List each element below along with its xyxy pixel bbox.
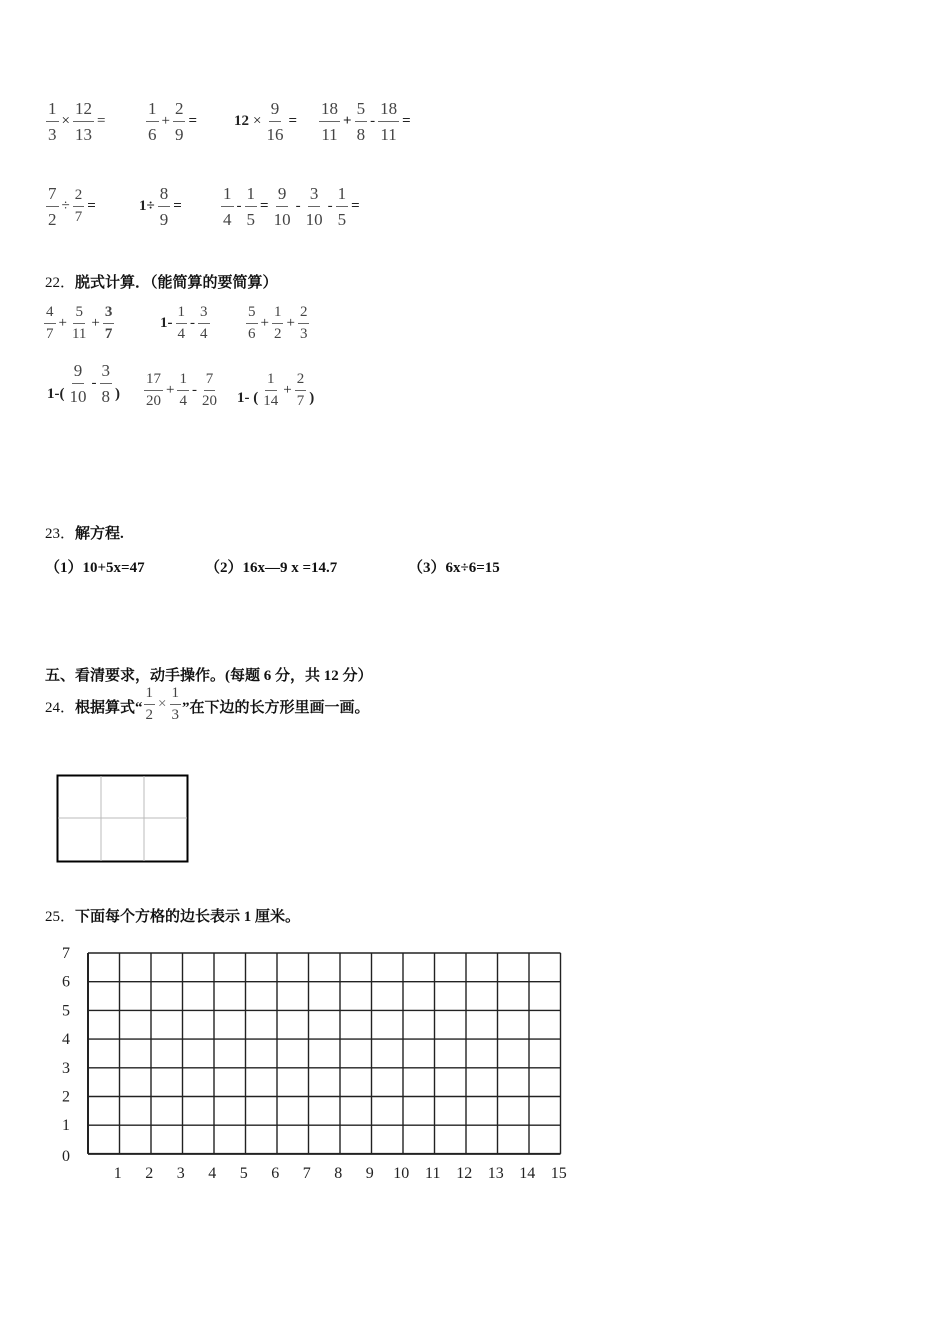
numerator: 1	[265, 372, 277, 391]
denominator: 20	[146, 393, 161, 409]
numerator: 5	[355, 100, 368, 122]
x-axis-label: 4	[208, 1164, 217, 1182]
y-axis-label: 0	[62, 1147, 70, 1165]
paren: )	[115, 386, 120, 402]
equals: =	[351, 198, 360, 214]
integer: 1-(	[47, 386, 65, 402]
integer: 1-	[160, 315, 173, 331]
denominator: 10	[69, 387, 87, 406]
operator: +	[343, 113, 352, 129]
denominator: 11	[380, 125, 397, 144]
denominator: 2	[145, 707, 154, 723]
numerator: 1	[245, 185, 258, 207]
numerator: 8	[158, 185, 171, 207]
q25-title	[45, 905, 300, 926]
operator: +	[161, 113, 170, 129]
operator: +	[260, 315, 269, 331]
y-axis-label: 3	[62, 1059, 70, 1077]
denominator: 10	[305, 210, 323, 229]
denominator: 5	[337, 210, 347, 229]
numerator: 1	[46, 100, 59, 122]
numerator: 2	[173, 100, 186, 122]
x-axis-label: 15	[550, 1164, 567, 1182]
q22-expr-1	[43, 305, 115, 342]
operator: ÷	[61, 198, 70, 214]
operator: +	[286, 315, 295, 331]
numerator: 1	[176, 305, 188, 324]
operator: +	[166, 382, 175, 398]
operator: ×	[158, 696, 167, 712]
equals: =	[173, 198, 182, 214]
denominator: 2	[48, 210, 57, 229]
denominator: 7	[104, 326, 113, 342]
denominator: 9	[159, 210, 169, 229]
equals: =	[288, 113, 298, 129]
denominator: 3	[48, 125, 57, 144]
q21-expr-7	[220, 185, 362, 228]
operator: -	[236, 198, 242, 214]
numerator: 5	[73, 305, 85, 324]
y-axis-label: 7	[62, 945, 70, 962]
numerator: 18	[378, 100, 399, 122]
numerator: 1	[336, 185, 349, 207]
denominator: 6	[248, 326, 256, 342]
q22-expr-2	[158, 305, 211, 342]
denominator: 10	[273, 210, 291, 229]
denominator: 20	[201, 393, 217, 409]
denominator: 9	[174, 125, 184, 144]
operator: +	[58, 315, 67, 331]
equals: =	[402, 113, 411, 129]
numerator: 9	[276, 185, 289, 207]
q21-expr-2	[145, 100, 199, 143]
integer-divide: 1÷	[139, 198, 155, 214]
question-text: 脱式计算．（能简算的要简算）	[75, 275, 278, 291]
question-text: 解方程.	[75, 526, 124, 542]
y-axis-label: 5	[62, 1002, 70, 1020]
numerator: 18	[319, 100, 340, 122]
q22-expr-6	[235, 372, 316, 409]
x-axis-label: 3	[176, 1164, 185, 1182]
denominator: 3	[299, 326, 308, 342]
q22-expr-3	[245, 305, 310, 342]
numerator: 7	[46, 185, 59, 207]
equation-1: （1）10+5x=47	[45, 560, 145, 576]
denominator: 8	[356, 125, 366, 144]
x-axis-label: 2	[145, 1164, 154, 1182]
operator: -	[327, 198, 333, 214]
numerator: 3	[103, 305, 115, 324]
q21-expr-3	[232, 100, 299, 143]
x-axis-label: 7	[302, 1164, 311, 1182]
denominator: 14	[263, 393, 279, 409]
q22-expr-5	[143, 372, 220, 409]
question-number: 22．	[45, 275, 76, 291]
denominator: 7	[46, 326, 54, 342]
x-axis-label: 1	[113, 1164, 122, 1182]
operator: -	[370, 113, 376, 129]
numerator: 1	[144, 686, 156, 705]
numerator: 1	[221, 185, 234, 207]
integer: 1- (	[237, 390, 259, 406]
denominator: 11	[71, 326, 87, 342]
x-axis-label: 13	[487, 1164, 504, 1182]
q21-expr-1	[45, 100, 107, 143]
numerator: 1	[146, 100, 159, 122]
operator: -	[91, 375, 97, 391]
paren: )	[309, 390, 315, 406]
section-5-title: 五、看清要求，动手操作。(每题 6 分，共 12 分）	[45, 668, 373, 684]
y-axis-label: 2	[62, 1088, 70, 1106]
q21-expr-4	[318, 100, 413, 143]
operator: +	[283, 382, 292, 398]
numerator: 2	[73, 188, 85, 207]
y-axis-label: 1	[62, 1117, 70, 1135]
y-axis-label: 6	[62, 973, 70, 991]
equation-3: （3）6x÷6=15	[408, 560, 500, 576]
q23-title	[45, 522, 124, 543]
numerator: 17	[144, 372, 163, 391]
q22-expr-4	[45, 362, 122, 405]
denominator: 8	[101, 387, 110, 406]
numerator: 2	[295, 372, 307, 391]
numerator: 3	[198, 305, 210, 324]
x-axis-label: 9	[365, 1164, 374, 1182]
q24-title	[45, 685, 370, 723]
denominator: 4	[200, 326, 208, 342]
numerator: 1	[177, 372, 189, 391]
operator: -	[295, 198, 301, 214]
denominator: 11	[321, 125, 338, 144]
denominator: 6	[148, 125, 157, 144]
denominator: 4	[177, 326, 185, 342]
denominator: 4	[179, 393, 187, 409]
numerator: 9	[269, 100, 282, 122]
numerator: 7	[204, 372, 216, 391]
numerator: 9	[72, 362, 85, 384]
operator: -	[190, 315, 195, 331]
numerator: 4	[44, 305, 56, 324]
denominator: 13	[74, 125, 92, 144]
question-text: ”在下边的长方形里画一画。	[182, 700, 370, 716]
equals: =	[260, 198, 269, 214]
q21-expr-5	[45, 185, 98, 228]
denominator: 16	[266, 125, 284, 144]
question-number: 23．	[45, 526, 76, 542]
question-number: 24．	[45, 700, 76, 716]
y-axis-label: 4	[62, 1031, 70, 1049]
equals: =	[188, 113, 198, 129]
operator: ×	[253, 113, 262, 129]
x-axis-label: 12	[456, 1164, 473, 1182]
x-axis-label: 11	[425, 1164, 441, 1182]
drawing-rectangle[interactable]	[56, 774, 190, 864]
q21-expr-6	[137, 185, 184, 228]
q24-formula	[143, 686, 182, 723]
numerator: 12	[73, 100, 94, 122]
denominator: 7	[74, 209, 83, 225]
x-axis-label: 6	[271, 1164, 280, 1182]
equation-2: （2）16x—9 x =14.7	[205, 560, 338, 576]
denominator: 2	[273, 326, 282, 342]
denominator: 5	[246, 210, 255, 229]
numerator: 3	[308, 185, 321, 207]
question-number: 25．	[45, 909, 76, 925]
numerator: 3	[100, 362, 113, 384]
numerator: 5	[246, 305, 258, 324]
q22-title	[45, 271, 278, 292]
x-axis-label: 14	[519, 1164, 536, 1182]
x-axis-label: 5	[239, 1164, 248, 1182]
integer: 12	[234, 113, 249, 129]
operator: -	[191, 382, 197, 398]
question-text: 根据算式“	[75, 700, 143, 716]
denominator: 3	[171, 707, 179, 723]
equals: =	[87, 198, 96, 214]
x-axis-label: 8	[334, 1164, 343, 1182]
numerator: 1	[272, 305, 284, 324]
numerator: 2	[298, 305, 310, 324]
numerator: 1	[170, 686, 182, 705]
equals: =	[96, 113, 106, 129]
operator: ×	[61, 113, 70, 129]
denominator: 7	[296, 393, 305, 409]
operator: +	[91, 315, 100, 331]
x-axis-label: 10	[393, 1164, 410, 1182]
denominator: 4	[223, 210, 232, 229]
coordinate-grid[interactable]	[40, 935, 580, 1185]
question-text: 下面每个方格的边长表示 1 厘米。	[75, 909, 301, 925]
